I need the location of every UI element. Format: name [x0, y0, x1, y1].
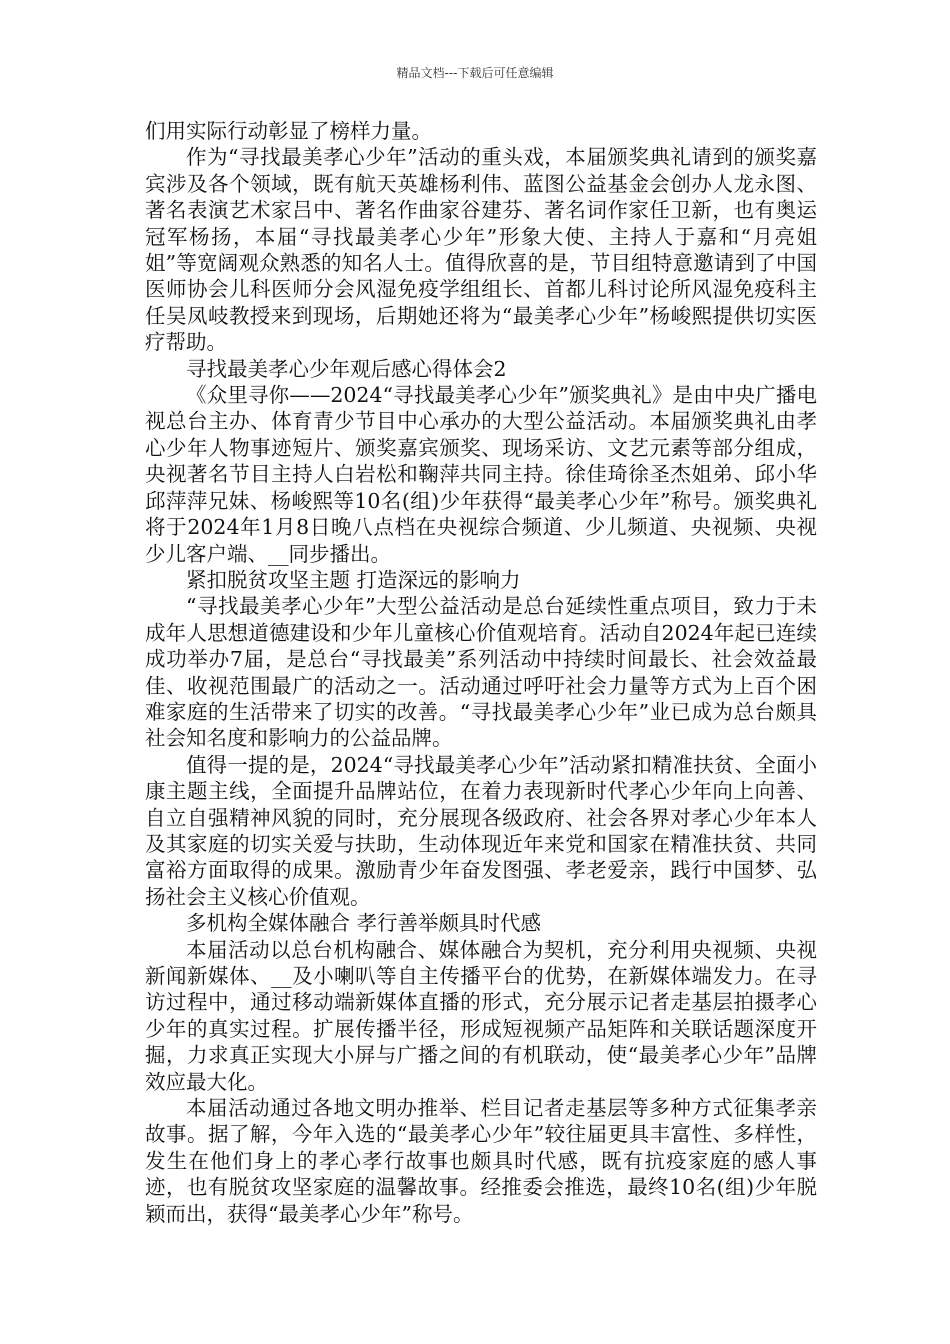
- section-subheading: 紧扣脱贫攻坚主题 打造深远的影响力: [186, 567, 521, 592]
- paragraph: 值得一提的是，2024“寻找最美孝心少年”活动紧扣精准扶贫、全面小康主题主线，全面提升品牌站位，在着力表现新时代孝心少年向上向善、自立自强精神风貌的同时，充分展现各级政府、社会各界对孝心少年本人及其家庭的切实关爱与扶助，生动体现近年来党和国家在精准扶贫、共同富裕方面取得的成果。激励青少年奋发图强、孝老爱亲，践行中国梦、弘扬社会主义核心价值观。: [145, 752, 817, 909]
- paragraph: 《众里寻你——2024“寻找最美孝心少年”颁奖典礼》是由中央广播电视总台主办、体育青少节目中心承办的大型公益活动。本届颁奖典礼由孝心少年人物事迹短片、颁奖嘉宾颁奖、现场采访、文艺元素等部分组成，央视著名节目主持人白岩松和鞠萍共同主持。徐佳琦徐圣杰姐弟、邱小华邱萍萍兄妹、杨峻熙等10名(组)少年获得“最美孝心少年”称号。颁奖典礼将于2024年1月8日晚八点档在央视综合频道、少儿频道、央视频、央视少儿客户端、__同步播出。: [145, 383, 817, 566]
- section-subheading: 多机构全媒体融合 孝行善举颇具时代感: [186, 911, 542, 936]
- section-title: 寻找最美孝心少年观后感心得体会2: [186, 356, 507, 381]
- paragraph: 本届活动通过各地文明办推举、栏目记者走基层等多种方式征集孝亲故事。据了解，今年入选的“最美孝心少年”较往届更具丰富性、多样性，发生在他们身上的孝心孝行故事也颇具时代感，既有抗疫家庭的感人事迹，也有脱贫攻坚家庭的温馨故事。经推委会推选，最终10名(组)少年脱颖而出，获得“最美孝心少年”称号。: [145, 1096, 817, 1226]
- document-body: [145, 118, 817, 1227]
- page-header: 精品文档---下载后可任意编辑: [396, 66, 554, 80]
- paragraph-continuation: 们用实际行动彰显了榜样力量。: [145, 119, 432, 143]
- paragraph: 本届活动以总台机构融合、媒体融合为契机，充分利用央视频、央视新闻新媒体、__及小喇叭等自主传播平台的优势，在新媒体端发力。在寻访过程中，通过移动端新媒体直播的形式，充分展示记者走基层拍摄孝心少年的真实过程。扩展传播半径，形成短视频产品矩阵和关联话题深度开掘，力求真正实现大小屏与广播之间的有机联动，使“最美孝心少年”品牌效应最大化。: [145, 937, 817, 1094]
- paragraph: “寻找最美孝心少年”大型公益活动是总台延续性重点项目，致力于未成年人思想道德建设和少年儿童核心价值观培育。活动自2024年起已连续成功举办7届，是总台“寻找最美”系列活动中持续时间最长、社会效益最佳、收视范围最广的活动之一。活动通过呼吁社会力量等方式为上百个困难家庭的生活带来了切实的改善。“寻找最美孝心少年”业已成为总台颇具社会知名度和影响力的公益品牌。: [145, 594, 817, 751]
- paragraph: 作为“寻找最美孝心少年”活动的重头戏，本届颁奖典礼请到的颁奖嘉宾涉及各个领域，既有航天英雄杨利伟、蓝图公益基金会创办人龙永图、著名表演艺术家吕中、著名作曲家谷建芬、著名词作家任卫新，也有奥运冠军杨扬，本届“寻找最美孝心少年”形象大使、主持人于嘉和“月亮姐姐”等宽阔观众熟悉的知名人士。值得欣喜的是，节目组特意邀请到了中国医师协会儿科医师分会风湿免疫学组组长、首都儿科讨论所风湿免疫科主任吴凤岐教授来到现场，后期她还将为“最美孝心少年”杨峻熙提供切实医疗帮助。: [145, 145, 817, 355]
